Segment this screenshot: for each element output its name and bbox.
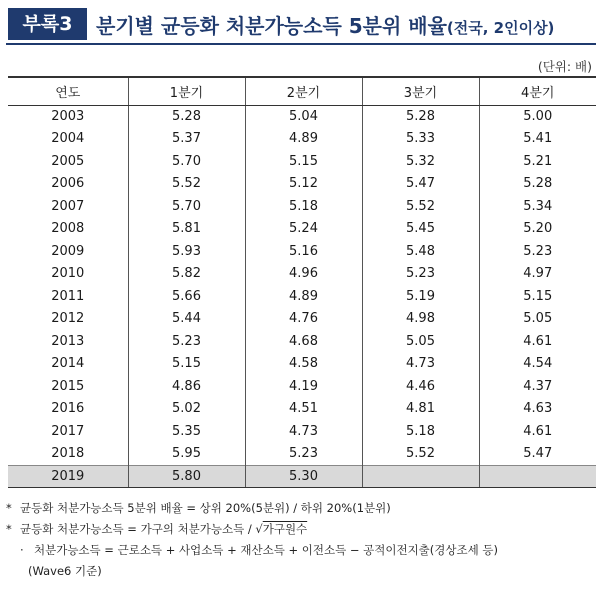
ratio-cell: 5.23	[245, 443, 362, 466]
table-row	[8, 218, 596, 241]
year-cell: 2011	[51, 288, 85, 304]
ratio-cell: 5.12	[245, 173, 362, 196]
table-header-row	[8, 77, 596, 105]
year-cell: 2012	[51, 311, 85, 327]
ratio-cell: 5.21	[479, 150, 596, 173]
ratio-cell: 4.76	[245, 308, 362, 331]
ratio-cell: 5.02	[128, 398, 245, 421]
year-cell: 2006	[51, 176, 85, 192]
footnote-text: 처분가능소득 = 근로소득 + 사업소득 + 재산소득 + 이전소득 − 공적이전지출(경상조세 등)	[34, 543, 498, 557]
ratio-cell	[479, 465, 596, 488]
ratio-cell: 5.52	[128, 173, 245, 196]
year-cell: 2005	[51, 153, 85, 169]
ratio-cell: 5.44	[128, 308, 245, 331]
ratio-cell: 5.23	[362, 263, 479, 286]
ratio-cell: 4.63	[479, 398, 596, 421]
title-bar	[6, 4, 596, 42]
column-header-4: 4분기	[479, 77, 596, 105]
year-cell: 2003	[51, 109, 85, 124]
table-row	[8, 375, 596, 398]
year-cell: 2013	[51, 333, 85, 349]
table-row	[8, 128, 596, 151]
table-row	[8, 443, 596, 466]
ratio-cell: 4.58	[245, 353, 362, 376]
quintile-ratio-table	[8, 76, 596, 488]
footnote-equivalized-income	[6, 519, 596, 540]
column-header-1: 1분기	[128, 77, 245, 105]
ratio-cell: 5.37	[128, 128, 245, 151]
ratio-cell: 4.86	[128, 375, 245, 398]
ratio-cell: 5.00	[479, 105, 596, 128]
ratio-cell: 5.20	[479, 218, 596, 241]
ratio-cell: 5.30	[245, 465, 362, 488]
ratio-cell: 4.81	[362, 398, 479, 421]
page-title	[96, 10, 554, 39]
year-cell: 2016	[51, 401, 85, 417]
ratio-cell: 5.28	[362, 105, 479, 128]
footnote-wave-basis: (Wave6 기준)	[28, 564, 102, 578]
year-cell: 2004	[51, 131, 85, 147]
ratio-cell: 5.70	[128, 150, 245, 173]
ratio-cell: 4.68	[245, 330, 362, 353]
title-divider	[6, 43, 596, 45]
ratio-cell: 5.24	[245, 218, 362, 241]
table-row	[8, 285, 596, 308]
title-main: 분기별 균등화 처분가능소득 5분위 배율	[96, 14, 447, 38]
column-header-0: 연도	[8, 77, 128, 105]
ratio-cell: 5.93	[128, 240, 245, 263]
ratio-cell: 4.61	[479, 330, 596, 353]
ratio-cell: 4.73	[362, 353, 479, 376]
year-cell: 2019	[8, 465, 128, 488]
ratio-cell: 5.95	[128, 443, 245, 466]
ratio-cell: 4.46	[362, 375, 479, 398]
year-cell: 2010	[51, 266, 85, 282]
column-header-3: 3분기	[362, 77, 479, 105]
ratio-cell: 5.47	[362, 173, 479, 196]
table-row	[8, 353, 596, 376]
ratio-cell: 4.96	[245, 263, 362, 286]
ratio-cell: 5.35	[128, 420, 245, 443]
ratio-cell: 5.23	[128, 330, 245, 353]
ratio-cell: 5.15	[479, 285, 596, 308]
ratio-cell: 5.70	[128, 195, 245, 218]
ratio-cell: 5.33	[362, 128, 479, 151]
footnote-sqrt-term: 가구원수	[262, 522, 308, 536]
ratio-cell: 5.41	[479, 128, 596, 151]
ratio-cell: 4.89	[245, 128, 362, 151]
ratio-cell: 5.15	[128, 353, 245, 376]
table-row	[8, 308, 596, 331]
ratio-cell: 5.45	[362, 218, 479, 241]
table-row	[8, 240, 596, 263]
ratio-cell: 4.73	[245, 420, 362, 443]
title-subtitle: (전국, 2인이상)	[446, 19, 555, 37]
ratio-cell: 4.19	[245, 375, 362, 398]
ratio-cell: 5.23	[479, 240, 596, 263]
ratio-cell: 5.47	[479, 443, 596, 466]
ratio-cell: 5.32	[362, 150, 479, 173]
ratio-cell: 5.28	[128, 105, 245, 128]
ratio-cell: 4.89	[245, 285, 362, 308]
unit-label: (단위: 배)	[537, 59, 592, 74]
year-cell: 2014	[51, 356, 85, 372]
ratio-cell: 5.81	[128, 218, 245, 241]
ratio-cell: 5.52	[362, 443, 479, 466]
footnote-text: 균등화 처분가능소득 = 가구의 처분가능소득 / √	[20, 522, 263, 536]
year-cell: 2008	[51, 221, 85, 237]
table-row	[8, 173, 596, 196]
column-header-2: 2분기	[245, 77, 362, 105]
year-cell: 2018	[51, 446, 85, 461]
ratio-cell: 4.61	[479, 420, 596, 443]
ratio-cell: 5.52	[362, 195, 479, 218]
ratio-cell	[362, 465, 479, 488]
ratio-cell: 5.34	[479, 195, 596, 218]
table-row	[8, 420, 596, 443]
ratio-cell: 5.80	[128, 465, 245, 488]
table-row	[8, 330, 596, 353]
footnote-mark: *	[6, 501, 12, 515]
ratio-cell: 4.37	[479, 375, 596, 398]
ratio-cell: 5.28	[479, 173, 596, 196]
table-row	[8, 195, 596, 218]
appendix-badge: 부록3	[8, 8, 87, 40]
table-row	[8, 105, 596, 128]
year-cell: 2007	[51, 198, 85, 214]
table-row	[8, 150, 596, 173]
footnote-bullet: ·	[20, 543, 24, 557]
table-row	[8, 465, 596, 488]
ratio-cell: 4.98	[362, 308, 479, 331]
ratio-cell: 5.19	[362, 285, 479, 308]
ratio-cell: 5.15	[245, 150, 362, 173]
ratio-cell: 5.05	[362, 330, 479, 353]
ratio-cell: 5.66	[128, 285, 245, 308]
footnote-mark: *	[6, 522, 12, 536]
ratio-cell: 5.18	[362, 420, 479, 443]
footnote-ratio-definition	[6, 498, 596, 519]
table-body	[8, 105, 596, 488]
footnote-text: 균등화 처분가능소득 5분위 배율 = 상위 20%(5분위) / 하위 20%(1분위)	[20, 501, 391, 515]
ratio-cell: 5.04	[245, 105, 362, 128]
ratio-cell: 4.54	[479, 353, 596, 376]
year-cell: 2017	[51, 423, 85, 439]
footnote-disposable-income	[6, 540, 596, 561]
ratio-cell: 4.51	[245, 398, 362, 421]
year-cell: 2015	[51, 378, 85, 394]
ratio-cell: 4.97	[479, 263, 596, 286]
ratio-cell: 5.48	[362, 240, 479, 263]
ratio-cell: 5.82	[128, 263, 245, 286]
ratio-cell: 5.05	[479, 308, 596, 331]
ratio-cell: 5.16	[245, 240, 362, 263]
year-cell: 2009	[51, 243, 85, 259]
table-row	[8, 263, 596, 286]
footnotes	[6, 498, 596, 582]
table-row	[8, 398, 596, 421]
ratio-cell: 5.18	[245, 195, 362, 218]
